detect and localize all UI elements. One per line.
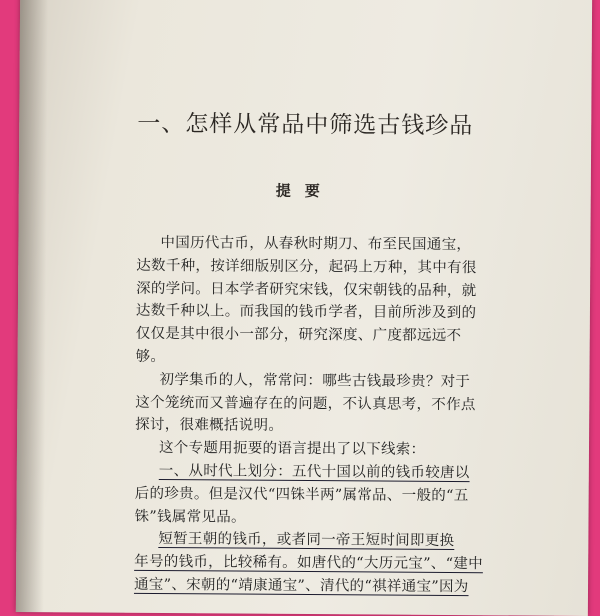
text-line-underlined: 通宝”、宋朝的“靖康通宝”、清代的“祺祥通宝”因为 [133,576,469,596]
text-line: 达数千种以上。而我国的钱币学者，目前所涉及到的 [135,303,477,322]
text-line: 深的学问。日本学者研究宋钱，仅宋朝钱的品种，就 [136,280,477,299]
book-page [16,0,592,616]
text-line-underlined: 年号的钱币，比较稀有。如唐代的“大历元宝”、“建中 [134,554,483,573]
page-title: 一、怎样从常品中筛选古钱珍品 [137,110,474,140]
text-line: 这个笼统而又普遍存在的问题，不认真思考，不作点 [135,394,476,413]
text-line-underlined: 短暂王朝的钱币，或者同一帝王短时间即更换 [158,531,455,550]
text-line: 中国历代古币，从春秋时期刀、布至民国通宝， [160,234,472,254]
text-line-underlined: 一、从时代上划分：五代十国以前的钱币较唐以 [158,462,470,482]
text-line: 仅仅是其中很小一部分，研究深度、广度都远远不 [135,326,462,345]
text-line: 够。 [135,348,166,366]
text-line: 达数千种，按详细版别区分，起码上万种，其中有很 [136,257,477,277]
body-text [16,0,592,616]
text-line: 后的珍贵。但是汉代“四铢半两”属常品、一般的“五 [134,485,469,504]
section-subtitle: 提要 [275,181,334,201]
text-line: 初学集币的人，常常问：哪些古钱最珍贵？对于 [159,371,471,390]
text-line: 探讨，很难概括说明。 [135,417,284,435]
text-line: 这个专题用扼要的语言提出了以下线索： [158,440,426,459]
text-line: 铢”钱属常见品。 [134,508,246,526]
